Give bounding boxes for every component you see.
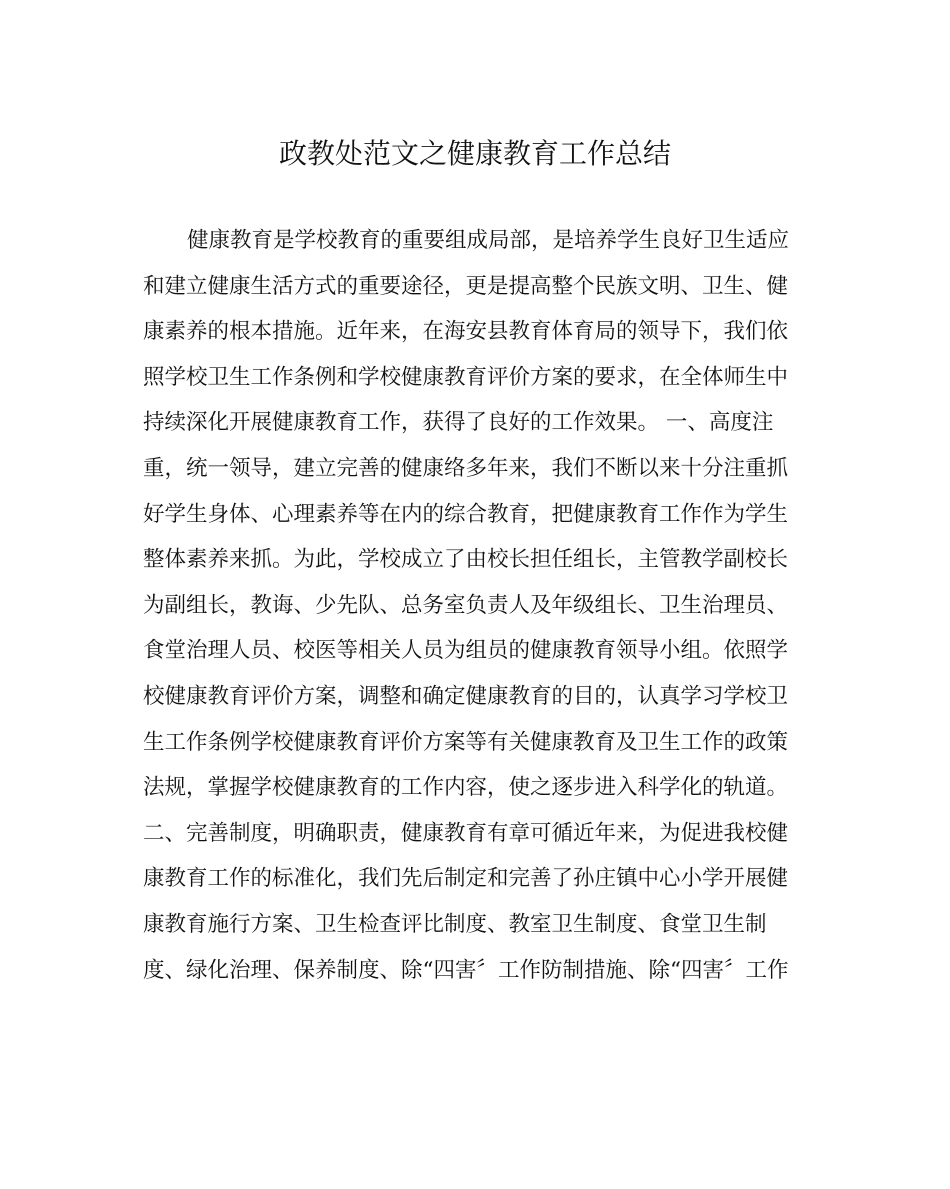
body-line: 康素养的根本措施。近年来，在海安县教育体育局的领导下，我们依 [143, 319, 789, 345]
body-line: 和建立健康生活方式的重要途径，更是提高整个民族文明、卫生、健 [143, 273, 789, 299]
body-line: 法规，掌握学校健康教育的工作内容，使之逐步进入科学化的轨道。 [143, 775, 789, 801]
body-line: 二、完善制度，明确职责，健康教育有章可循近年来，为促进我校健 [143, 820, 789, 846]
body-line: 度、绿化治理、保养制度、除“四害〞工作防制措施、除“四害〞工作 [143, 957, 789, 983]
document-title: 政教处范文之健康教育工作总结 [278, 137, 671, 170]
body-line: 重，统一领导，建立完善的健康络多年来，我们不断以来十分注重抓 [143, 455, 789, 481]
body-line: 康教育工作的标准化，我们先后制定和完善了孙庄镇中心小学开展健 [143, 866, 789, 892]
body-line: 持续深化开展健康教育工作，获得了良好的工作效果。 一、高度注 [143, 410, 774, 436]
body-line: 健康教育是学校教育的重要组成局部，是培养学生良好卫生适应 [187, 228, 790, 253]
body-line: 为副组长，教诲、少先队、总务室负责人及年级组长、卫生治理员、 [143, 592, 789, 618]
body-line: 生工作条例学校健康教育评价方案等有关健康教育及卫生工作的政策 [143, 729, 789, 755]
body-line: 食堂治理人员、校医等相关人员为组员的健康教育领导小组。依照学 [143, 638, 789, 664]
body-line: 校健康教育评价方案，调整和确定健康教育的目的，认真学习学校卫 [143, 683, 789, 709]
body-line: 整体素养来抓。为此，学校成立了由校长担任组长，主管教学副校长 [143, 547, 789, 573]
body-line: 好学生身体、心理素养等在内的综合教育，把健康教育工作作为学生 [143, 501, 789, 527]
document-body [143, 218, 803, 993]
body-line: 康教育施行方案、卫生检查评比制度、教室卫生制度、食堂卫生制 [143, 911, 767, 937]
body-line: 照学校卫生工作条例和学校健康教育评价方案的要求，在全体师生中 [143, 364, 789, 390]
